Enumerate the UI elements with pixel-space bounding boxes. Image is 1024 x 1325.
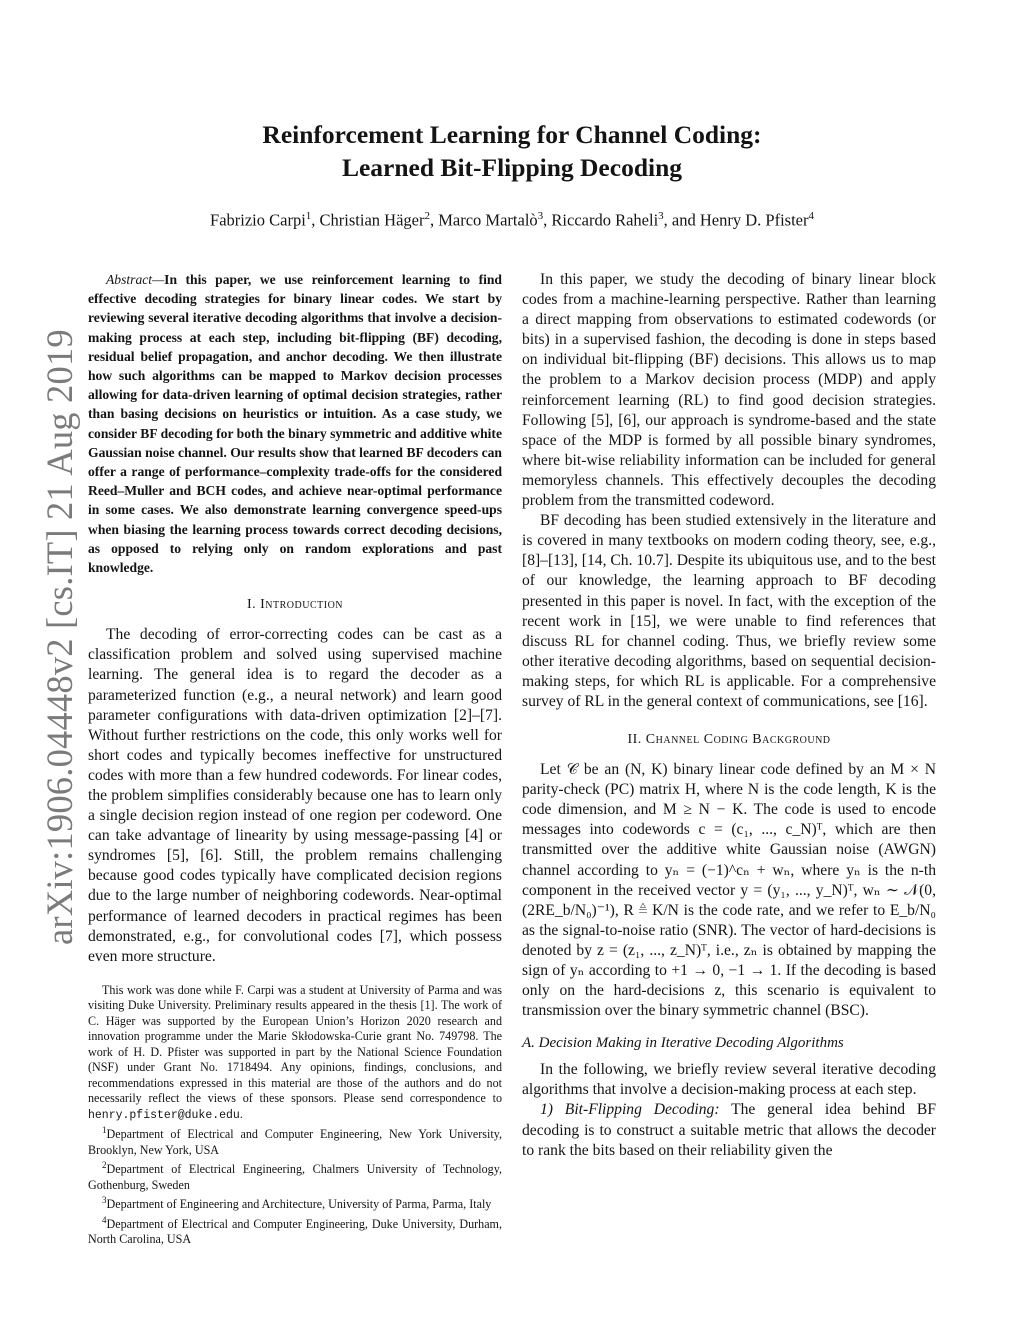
funding-footnote-end: . — [239, 1106, 243, 1121]
affiliation-4-text: Department of Electrical and Computer Engineering, Duke University, Durham, North Carolina, USA — [88, 1216, 502, 1247]
footnotes — [88, 983, 502, 1248]
affiliation-4-mark: 4 — [102, 1214, 107, 1225]
section-heading-background: II. Channel Coding Background — [627, 732, 831, 748]
affiliation-3-mark: 3 — [102, 1195, 107, 1206]
author-5: , and Henry D. Pfister — [663, 210, 809, 230]
bit-flipping-lead: 1) Bit-Flipping Decoding: — [540, 1101, 720, 1119]
affiliation-3 — [88, 1193, 502, 1213]
decision-making-paragraph: In the following, we briefly review several iterative decoding algorithms that involve a decision-making process at each step. — [522, 1061, 936, 1099]
right-column — [522, 270, 936, 1161]
subsection-heading-decision-making: A. Decision Making in Iterative Decoding Algorithms — [522, 1035, 844, 1052]
abstract — [88, 270, 502, 577]
email-address[interactable]: henry.pfister@duke.edu — [88, 1108, 240, 1122]
affiliation-2-text: Department of Electrical Engineering, Chalmers University of Technology, Gothenburg, Sweden — [88, 1162, 502, 1192]
funding-footnote — [88, 983, 502, 1124]
background-paragraph: Let 𝒞 be an (N, K) binary linear code defined by an M × N parity-check (PC) matrix H, where N is the code length, K is the code dimension, and M ≥ N − K. The code is used to encode messages into codewords c = (c₁, ..., c_N)ᵀ, which are then transmitted over the additive white Gaussian noise (AWGN) channel according to yₙ = (−1)^cₙ + wₙ, where yₙ is the n-th component in the received vector y = (y₁, ..., y_N)ᵀ, wₙ ∼ 𝒩(0, (2RE_b/N₀)⁻¹), R ≜ K/N is the code rate, and we refer to E_b/N₀ as the signal-to-noise ratio (SNR). The vector of hard-decisions is denoted by z = (z₁, ..., z_N)ᵀ, i.e., zₙ is obtained by mapping the sign of yₙ according to +1 → 0, −1 → 1. If the decoding is based only on the hard-decisions z, this scenario is equivalent to transmission over the binary symmetric channel (BSC). — [522, 761, 936, 1020]
author-list — [0, 210, 1024, 231]
bit-flipping-text: The general idea behind BF decoding is to construct a suitable metric that allows the decoder to rank the bits based on their reliability given the — [522, 1101, 936, 1159]
title-line-1: Reinforcement Learning for Channel Coding: — [262, 120, 762, 149]
bit-flipping-paragraph — [522, 1100, 936, 1160]
abstract-lead: Abstract— — [106, 272, 165, 287]
author-4-mark: 3 — [658, 210, 664, 222]
left-column — [88, 270, 502, 1248]
author-1-mark: 1 — [305, 210, 312, 222]
affiliation-4 — [88, 1213, 502, 1248]
intro-paragraph: The decoding of error-correcting codes can be cast as a classification problem and solved using supervised machine learning. The general idea is to regard the decoder as a parameterized function (e.g., a neural network) and learn good parameter configurations with data-driven optimization [2]–[7]. Without further restrictions on the code, this only works well for short codes and typically becomes ineffective for unstructured codes with more than a few hundred codewords. For linear codes, the problem simplifies considerably because one has to learn only a single decision region instead of one region per codeword. One can take advantage of linearity by using message-passing [4] or syndromes [5], [6]. Still, the problem remains challenging because good codes typically have complicated decision regions due to the large number of neighboring codewords. Near-optimal performance of learned decoders in practical regimes has been demonstrated, e.g., for convolutional codes [7], which possess even more structure. — [88, 626, 502, 965]
arxiv-watermark: arXiv:1906.04448v2 [cs.IT] 21 Aug 2019 — [39, 329, 80, 945]
intro-paragraph-2: In this paper, we study the decoding of binary linear block codes from a machine-learning perspective. Rather than learning a direct mapping from observations to estimated codewords (or bits) in a supervised fashion, the decoding is done in steps based on individual bit-flipping (BF) decisions. This allows us to map the problem to a Markov decision process (MDP) and apply reinforcement learning (RL) to find good decision strategies. Following [5], [6], our approach is syndrome-based and the state space of the MDP is formed by all possible binary syndromes, where bit-wise reliability information can be included for general memoryless channels. This effectively decouples the decoding problem from the transmitted codeword. — [522, 271, 936, 510]
author-5-mark: 4 — [808, 210, 814, 222]
author-2: , Christian Häger — [311, 210, 425, 230]
author-1: Fabrizio Carpi — [210, 210, 306, 230]
author-2-mark: 2 — [424, 210, 430, 222]
title-line-2: Learned Bit-Flipping Decoding — [341, 153, 683, 182]
author-4: , Riccardo Raheli — [543, 210, 659, 230]
affiliation-3-text: Department of Engineering and Architecture, University of Parma, Parma, Italy — [106, 1197, 492, 1212]
author-3: , Marco Martalò — [429, 210, 538, 230]
affiliation-1-text: Department of Electrical and Computer Engineering, New York University, Brooklyn, New York, USA — [88, 1127, 502, 1157]
affiliation-2-mark: 2 — [102, 1160, 107, 1171]
author-3-mark: 3 — [537, 210, 544, 222]
paper-title — [0, 118, 1024, 184]
affiliation-1-mark: 1 — [102, 1125, 107, 1136]
intro-paragraph-3: BF decoding has been studied extensively in the literature and is covered in many textbooks on modern coding theory, see, e.g., [8]–[13], [14, Ch. 10.7]. Despite its ubiquitous use, and to the best of our knowledge, the learning approach to BF decoding presented in this paper is novel. In fact, with the exception of the recent work in [15], we were unable to find references that discuss RL for channel coding. Thus, we briefly review some other iterative decoding algorithms, based on sequential decision-making steps, for which RL is applicable. For a comprehensive survey of RL in the general context of communications, see [16]. — [522, 512, 936, 710]
funding-footnote-text: This work was done while F. Carpi was a student at University of Parma and was visiting Duke University. Preliminary results appeared in the thesis [1]. The work of C. Häger was supported by the European Union’s Horizon 2020 research and innovation programme under the Marie Skłodowska-Curie grant No. 749798. The work of H. D. Pfister was supported in part by the National Science Foundation (NSF) under Grant No. 1718494. Any opinions, findings, conclusions, and recommendations expressed in this material are those of the authors and do not necessarily reflect the views of these sponsors. Please send correspondence to — [88, 982, 502, 1106]
section-heading-introduction: I. Introduction — [246, 597, 344, 613]
affiliation-2 — [88, 1158, 502, 1193]
affiliation-1 — [88, 1123, 502, 1158]
abstract-text: In this paper, we use reinforcement learning to find effective decoding strategies for binary linear codes. We start by reviewing several iterative decoding algorithms that involve a decision-making process at each step, including bit-flipping (BF) decoding, residual belief propagation, and anchor decoding. We then illustrate how such algorithms can be mapped to Markov decision processes allowing for data-driven learning of optimal decision strategies, rather than basing decisions on heuristics or intuition. As a case study, we consider BF decoding for both the binary symmetric and additive white Gaussian noise channel. Our results show that learned BF decoders can offer a range of performance–complexity trade-offs for the considered Reed–Muller and BCH codes, and achieve near-optimal performance in some cases. We also demonstrate learning convergence speed-ups when biasing the learning process towards correct decoding decisions, as opposed to relying only on random explorations and past knowledge. — [88, 272, 502, 576]
